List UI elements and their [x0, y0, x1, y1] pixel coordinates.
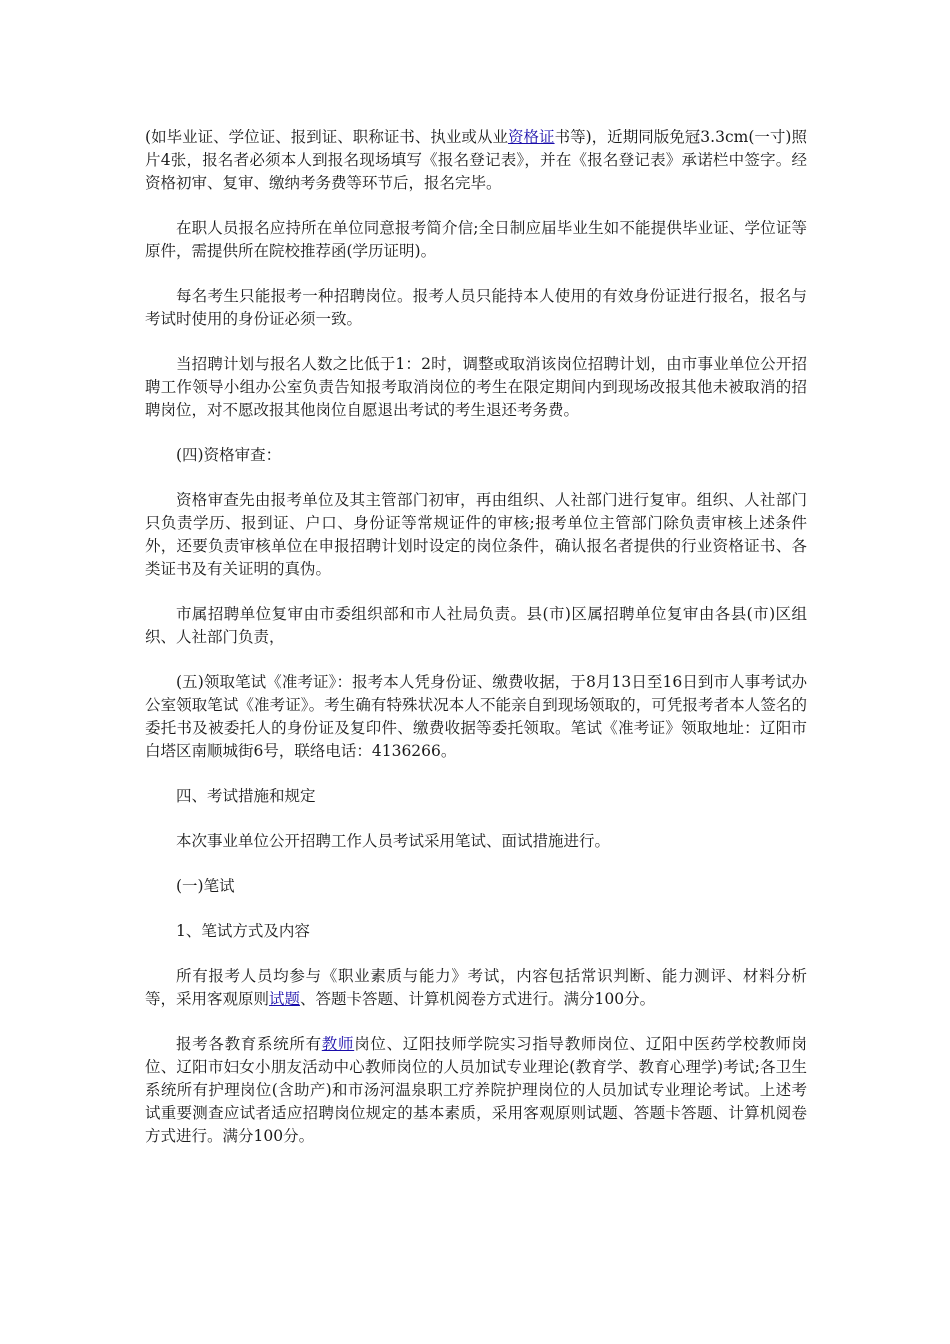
document-page: [145, 126, 807, 1170]
paragraph-text: 在职人员报名应持所在单位同意报考简介信;全日制应届毕业生如不能提供毕业证、学位证等原件，需提供所在院校推荐函(学历证明)。: [145, 219, 807, 260]
paragraph-6: [145, 489, 807, 581]
paragraph-text: (四)资格审查：: [176, 446, 282, 464]
paragraph-text: (如毕业证、学位证、报到证、职称证书、执业或从业: [145, 128, 508, 146]
paragraph-text: 报考各教育系统所有: [176, 1035, 322, 1053]
hyperlink[interactable]: 资格证: [508, 128, 555, 146]
paragraph-text: 当招聘计划与报名人数之比低于1：2时，调整或取消该岗位招聘计划，由市事业单位公开招聘工作领导小组办公室负责告知报考取消岗位的考生在限定期间内到现场改报其他未被取消的招聘岗位，对不愿改报其他岗位自愿退出考试的考生退还考务费。: [145, 355, 807, 419]
paragraph-7: [145, 603, 807, 649]
paragraph-text: (一)笔试: [176, 877, 235, 895]
paragraph-11: [145, 875, 807, 898]
hyperlink[interactable]: 试题: [269, 990, 301, 1008]
paragraph-1: [145, 126, 807, 195]
paragraph-text: 每名考生只能报考一种招聘岗位。报考人员只能持本人使用的有效身份证进行报名，报名与考试时使用的身份证必须一致。: [145, 287, 807, 328]
paragraph-8: [145, 671, 807, 763]
paragraph-text: 岗位、辽阳技师学院实习指导教师岗位、辽阳中医药学校教师岗位、辽阳市妇女小朋友活动中心教师岗位的人员加试专业理论(教育学、教育心理学)考试;各卫生系统所有护理岗位(含助产)和市汤河温泉职工疗养院护理岗位的人员加试专业理论考试。上述考试重要测查应试者适应招聘岗位规定的基本素质，采用客观原则试题、答题卡答题、计算机阅卷方式进行。满分100分。: [145, 1035, 807, 1145]
paragraph-5: [145, 444, 807, 467]
paragraph-14: [145, 1033, 807, 1148]
paragraph-text: 本次事业单位公开招聘工作人员考试采用笔试、面试措施进行。: [176, 832, 611, 850]
paragraph-10: [145, 830, 807, 853]
paragraph-12: [145, 920, 807, 943]
paragraph-text: 所有报考人员均参与《职业素质与能力》考试，内容包括常识判断、能力测评、材料分析等，采用客观原则: [145, 967, 807, 1008]
paragraph-9: [145, 785, 807, 808]
hyperlink[interactable]: 教师: [321, 1035, 355, 1053]
paragraph-text: 、答题卡答题、计算机阅卷方式进行。满分100分。: [300, 990, 656, 1008]
paragraph-text: (五)领取笔试《准考证》：报考本人凭身份证、缴费收据，于8月13日至16日到市人事考试办公室领取笔试《准考证》。考生确有特殊状况本人不能亲自到现场领取的，可凭报考者本人签名的委托书及被委托人的身份证及复印件、缴费收据等委托领取。笔试《准考证》领取地址：辽阳市白塔区南顺城街6号，联络电话：4136266。: [145, 673, 807, 760]
paragraph-3: [145, 285, 807, 331]
paragraph-text: 市属招聘单位复审由市委组织部和市人社局负责。县(市)区属招聘单位复审由各县(市)区组织、人社部门负责，: [145, 605, 807, 646]
paragraph-text: 四、考试措施和规定: [176, 787, 316, 805]
paragraph-text: 资格审查先由报考单位及其主管部门初审，再由组织、人社部门进行复审。组织、人社部门只负责学历、报到证、户口、身份证等常规证件的审核;报考单位主管部门除负责审核上述条件外，还要负责审核单位在申报招聘计划时设定的岗位条件，确认报名者提供的行业资格证书、各类证书及有关证明的真伪。: [145, 491, 807, 578]
paragraph-2: [145, 217, 807, 263]
paragraph-4: [145, 353, 807, 422]
paragraph-text: 1、笔试方式及内容: [176, 922, 310, 940]
paragraph-text: 书等)，近期同版免冠3.3cm(一寸)照片4张，报名者必须本人到报名现场填写《报名登记表》，并在《报名登记表》承诺栏中签字。经资格初审、复审、缴纳考务费等环节后，报名完毕。: [145, 128, 807, 192]
paragraph-13: [145, 965, 807, 1011]
